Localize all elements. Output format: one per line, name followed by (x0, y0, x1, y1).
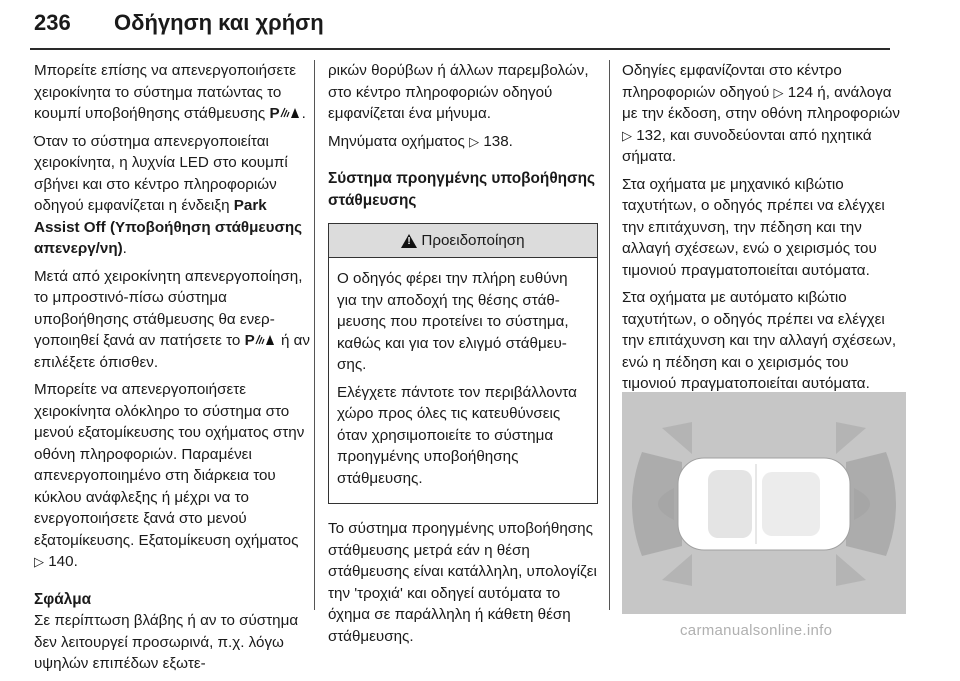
watermark: carmanualsonline.info (680, 622, 833, 639)
section-heading-advanced-park-assist: Σύστημα προηγμένης υποβοήθησης στάθμευσης (328, 170, 595, 209)
warning-text: Ο οδηγός φέρει την πλήρη ευθύνη για την αποδοχή της θέσης στάθμευσης που προτείνει το σύστημα, καθώς και για τον ελιγμό στάθμευσης. (337, 270, 569, 373)
parking-sensor-illustration (622, 392, 906, 614)
park-assist-icon: P (269, 105, 301, 122)
arrow-ref-icon: ▷ (469, 133, 480, 149)
arrow-ref-icon: ▷ (773, 84, 784, 100)
warning-box (328, 223, 598, 504)
column-divider-2 (609, 60, 610, 610)
paragraph: ρικών θορύβων ή άλλων παρεμβολών, στο κέντρο πληροφοριών οδηγού εμφανίζεται ένα μήνυμα. (328, 62, 589, 122)
column-3 (622, 60, 904, 401)
page-reference[interactable]: 140. (48, 553, 78, 570)
warning-text: Ελέγχετε πάντοτε τον περιβάλλοντα χώρο προς όλες τις κατευθύνσεις όταν χρησιμοποιείτε το σύστημα προηγμένης υποβοήθησης στάθμευσης. (337, 383, 577, 487)
paragraph: Στα οχήματα με μηχανικό κιβώτιο ταχυτήτων, ο οδηγός πρέπει να ελέγχει την επιτάχυνση, την πέδηση και την αλλαγή σχέσεων, ενώ ο χειρισμός του τιμονιού πραγματοποιείται αυτόματα. (622, 175, 885, 279)
paragraph: Μπορείτε να απενεργοποιήσετε χειροκίνητα ολόκληρο το σύστημα στο μενού εξατομίκευσης του οχήματος στην οθόνη πληροφοριών. Παραμένει απενεργοποιημένο στη διάρκεια του κύκλου ανάφλεξης ή μέχρι να το ενεργοποιήσετε ξανά στο μενού εξατομίκευσης. Εξατομίκευση οχήματος ▷ 140. (34, 381, 305, 570)
warning-body (329, 258, 597, 503)
page-header (30, 8, 930, 44)
park-assist-icon: P (245, 332, 277, 349)
paragraph: Όταν το σύστημα απενεργοποιείται χειροκίνητα, η λυχνία LED στο κουμπί σβήνει και στο κέντρο πληροφοριών οδηγού εμφανίζεται η ένδειξη Park Assist Off (Υποβοήθηση στάθμευσης απενεργ/νη). (34, 132, 303, 257)
page-reference[interactable]: 138. (483, 132, 513, 150)
warning-header (329, 224, 597, 258)
page-title: Οδήγηση και χρήση (114, 10, 324, 35)
paragraph: Οδηγίες εμφανίζονται στο κέντρο πληροφοριών οδηγού ▷ 124 ή, ανάλογα με την έκδοση, στην οθόνη πληροφοριών ▷ 132, και συνοδεύονται από ηχητικά σήματα. (622, 62, 900, 165)
paragraph: Μετά από χειροκίνητη απενεργοποίηση, το μπροστινό-πίσω σύστημα υποβοήθησης στάθμευσης θα ενεργοποιηθεί ξανά αν πατήσετε το P ή αν επιλέξετε όπισθεν. (34, 267, 311, 371)
page-reference[interactable]: 124 (787, 83, 814, 101)
page-number: 236 (34, 10, 71, 35)
paragraph: Στα οχήματα με αυτόματο κιβώτιο ταχυτήτων, ο οδηγός πρέπει να ελέγχει την επιτάχυνση και την αλλαγή σχέσεων, ενώ η πέδηση και ο χειρισμός του τιμονιού πραγματοποιείται αυτόματα. (622, 289, 897, 392)
paragraph: Μπορείτε επίσης να απενεργοποιήσετε χειροκίνητα το σύστημα πατώντας το κουμπί υποβοήθησης στάθμευσης P . (34, 62, 306, 122)
paragraph: Μηνύματα οχήματος ▷ 138. (328, 132, 513, 150)
column-divider-1 (314, 60, 315, 610)
arrow-ref-icon: ▷ (622, 127, 632, 143)
paragraph: Το σύστημα προηγμένης υποβοήθησης στάθμευσης μετρά εάν η θέση στάθμευσης είναι κατάλληλη, υπολογίζει την 'τροχιά' και οδηγεί αυτόματα το όχημα σε παράλληλη ή κάθετη θέση στάθμευσης. (328, 520, 597, 645)
arrow-ref-icon: ▷ (34, 554, 44, 569)
paragraph: Σε περίπτωση βλάβης ή αν το σύστημα δεν λειτουργεί προσωρινά, π.χ. λόγω υψηλών επιπέδων εξωτε- (34, 612, 299, 672)
page-reference[interactable]: 132 (636, 126, 662, 144)
park-assist-off-message: Park Assist Off (Υποβοήθηση στάθμευσης απενεργ/νη) (34, 197, 303, 257)
section-heading-fault: Σφάλμα (34, 590, 92, 608)
header-divider (30, 48, 890, 50)
warning-title: Προειδοποίηση (421, 231, 525, 249)
column-1 (34, 60, 310, 681)
warning-triangle-icon (401, 234, 417, 248)
column-2 (328, 60, 598, 653)
